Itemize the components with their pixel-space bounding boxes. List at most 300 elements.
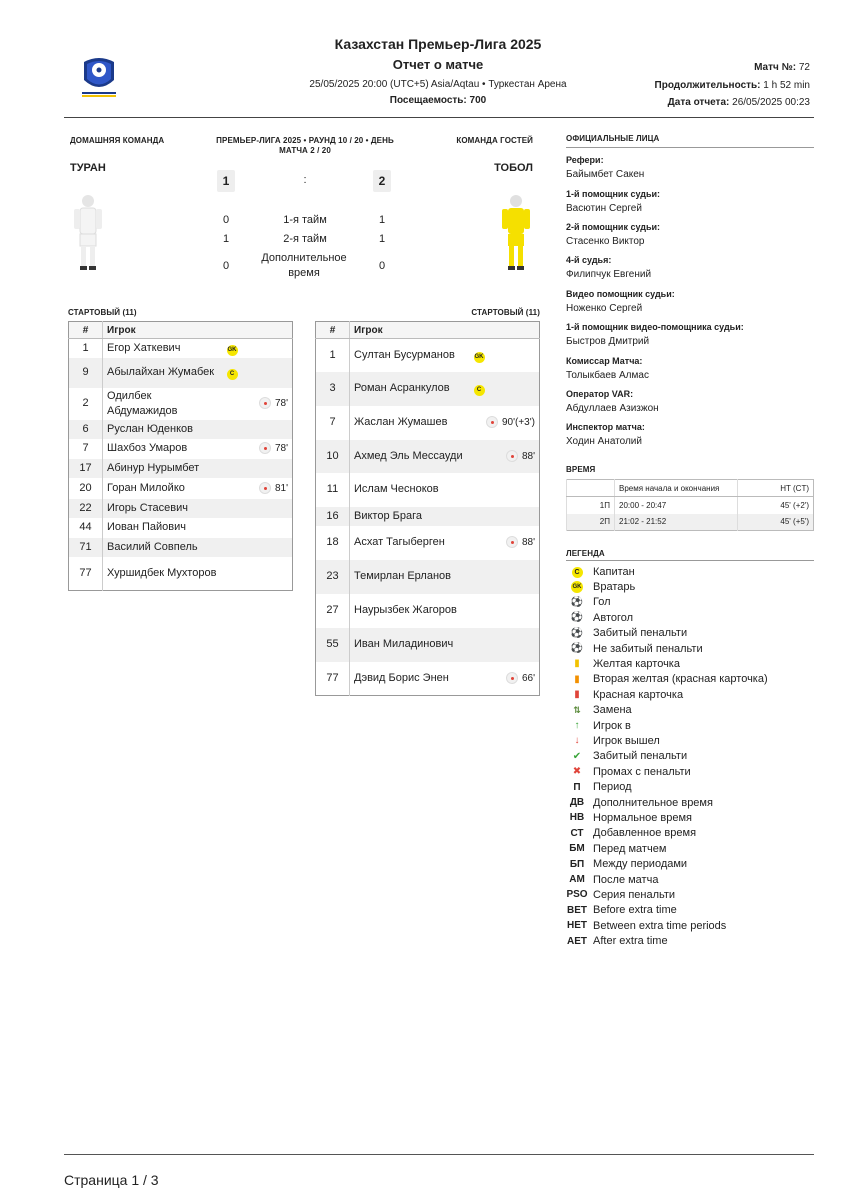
report-title: Отчет о матче (392, 57, 484, 72)
legend-symbol (566, 674, 588, 685)
official-name: Ходин Анатолий (566, 436, 642, 447)
substitution-event (486, 417, 535, 428)
legend-symbol (566, 859, 588, 870)
goalkeeper-icon: GK (227, 345, 238, 356)
times-range: 21:02 - 21:52 (615, 514, 738, 531)
legend-item (566, 795, 713, 810)
period2-home: 1 (222, 233, 230, 245)
player-name-cell (103, 538, 223, 557)
away-caption: КОМАНДА ГОСТЕЙ (456, 136, 533, 145)
player-out-icon (486, 416, 498, 428)
legend-symbol (566, 580, 588, 593)
times-caption: ВРЕМЯ (566, 465, 596, 474)
official-role: Комиссар Матча: (566, 356, 643, 366)
official-role: Рефери: (566, 155, 604, 165)
legend-label: Вторая желтая (красная карточка) (593, 673, 768, 686)
legend-item (566, 626, 687, 641)
player-out-icon (259, 442, 271, 454)
legend-label: Нормальное время (593, 811, 692, 824)
duration (655, 80, 810, 91)
player-event-cell (470, 594, 540, 628)
legend-symbol (566, 597, 588, 608)
player-row (69, 478, 293, 499)
player-number: 18 (316, 526, 350, 560)
player-name: Одилбек Абдумажидов (107, 389, 178, 417)
player-name: Виктор Брага (354, 509, 422, 522)
player-name: Егор Хаткевич (107, 341, 181, 354)
legend-label: Игрок в (593, 719, 631, 732)
times-range: 20:00 - 20:47 (615, 497, 738, 514)
legend-item (566, 564, 635, 579)
player-name-cell (103, 518, 223, 538)
player-event-cell (470, 628, 540, 662)
legend-label: Between extra time periods (593, 919, 727, 932)
player-out-icon: ↓ (574, 735, 580, 747)
player-number: 3 (316, 372, 350, 406)
player-number: 22 (69, 499, 103, 518)
official-role: 1-й помощник судьи: (566, 189, 661, 199)
period1-label: 1-я тайм (283, 214, 327, 226)
player-row (316, 594, 540, 628)
official-name: Быстров Дмитрий (566, 336, 650, 347)
player-number: 77 (316, 662, 350, 696)
yellow-card-icon: ▮ (574, 658, 580, 670)
player-event-cell (223, 499, 293, 518)
player-name: Хуршидбек Мухторов (107, 566, 217, 579)
legend-item (566, 918, 726, 933)
player-event-cell (470, 372, 540, 406)
times-row (567, 497, 814, 514)
player-row (69, 339, 293, 358)
legend-item (566, 826, 696, 841)
away-lineup-caption: СТАРТОВЫЙ (11) (471, 308, 540, 317)
player-number: 17 (69, 459, 103, 478)
report-date (668, 97, 810, 108)
legend-item (566, 718, 631, 733)
player-number: 1 (316, 339, 350, 372)
legend-item (566, 703, 632, 718)
official-name: Ноженко Сергей (566, 303, 643, 314)
player-number: 7 (316, 406, 350, 440)
match-number (754, 62, 810, 73)
legend-label: Перед матчем (593, 842, 667, 855)
legend-symbol (566, 705, 588, 716)
times-col-period (567, 480, 615, 497)
legend-symbol (566, 689, 588, 700)
player-number: 20 (69, 478, 103, 499)
player-name-cell (103, 459, 223, 478)
legend-label: Забитый пенальти (593, 627, 688, 640)
second-yellow-icon: ▮ (574, 673, 580, 685)
legend-caption: ЛЕГЕНДА (566, 549, 605, 558)
substitution-event (506, 673, 535, 684)
player-event-cell (223, 420, 293, 439)
extra-time-home: 0 (222, 260, 230, 272)
legend-label: Автогол (593, 611, 634, 624)
times-col-ht: HT (CT) (738, 480, 814, 497)
player-name: Султан Бусурманов (354, 348, 455, 361)
legend-item (566, 672, 768, 687)
player-row (69, 499, 293, 518)
round-caption: ПРЕМЬЕР-ЛИГА 2025 • РАУНД 10 / 20 • ДЕНЬ МАТЧА 2 / 20 (216, 136, 394, 155)
home-lineup-table (68, 321, 293, 591)
player-name-cell (350, 473, 470, 507)
officials-caption: ОФИЦИАЛЬНЫЕ ЛИЦА (566, 134, 660, 143)
substitution-minute: 78' (274, 443, 288, 454)
legend-item (566, 780, 632, 795)
player-name-cell (103, 358, 223, 388)
player-number: 6 (69, 420, 103, 439)
legend-symbol (566, 566, 588, 578)
legend-symbol (566, 812, 588, 823)
legend-abbreviation: AET (567, 935, 587, 947)
legend-label: Красная карточка (593, 688, 684, 701)
player-row (69, 557, 293, 591)
player-event-cell (223, 358, 293, 388)
player-name-cell (350, 372, 470, 406)
player-number: 27 (316, 594, 350, 628)
times-ht: 45' (+5') (738, 514, 814, 531)
player-name: Игорь Стасевич (107, 501, 189, 514)
score-separator: : (303, 174, 307, 186)
attendance: Посещаемость: 700 (389, 95, 487, 106)
player-event-cell (470, 440, 540, 473)
player-event-cell (470, 560, 540, 594)
player-name-cell (103, 557, 223, 591)
substitution-event (259, 483, 288, 494)
player-name-cell (103, 388, 223, 420)
substitution-event (506, 537, 535, 548)
legend-label: Вратарь (593, 580, 636, 593)
period2-label: 2-я тайм (283, 233, 327, 245)
player-name: Абылайхан Жумабек (107, 366, 215, 378)
legend-item (566, 872, 658, 887)
legend-abbreviation: БМ (569, 843, 585, 855)
home-caption: ДОМАШНЯЯ КОМАНДА (70, 136, 165, 145)
player-row (69, 538, 293, 557)
player-name: Ислам Чесноков (354, 483, 439, 495)
legend-symbol (566, 782, 588, 793)
league-logo (76, 52, 122, 100)
extra-time-label: Дополнительное время (261, 252, 347, 279)
substitution-minute: 88' (521, 450, 535, 462)
player-row (316, 372, 540, 406)
player-name-cell (350, 628, 470, 662)
player-name: Шахбоз Умаров (107, 442, 188, 454)
player-number: 71 (69, 538, 103, 557)
legend-item (566, 764, 691, 779)
player-name: Роман Асранкулов (354, 382, 450, 394)
official-name: Васютин Сергей (566, 203, 642, 214)
official-name: Байымбет Сакен (566, 169, 645, 180)
legend-item (566, 934, 668, 949)
official-name: Филипчук Евгений (566, 269, 652, 280)
duration-label: Продолжительность: (654, 80, 761, 91)
player-row (69, 439, 293, 459)
legend-item (566, 595, 611, 610)
period2-away: 1 (378, 233, 386, 245)
penalty-missed-icon: ⚽ (570, 643, 584, 654)
player-number: 16 (316, 507, 350, 526)
period1-away: 1 (378, 214, 386, 226)
legend-symbol (566, 643, 588, 654)
player-row (316, 473, 540, 507)
legend-abbreviation: ДВ (569, 797, 585, 808)
legend-symbol (566, 843, 588, 854)
player-name: Горан Милойко (107, 481, 185, 494)
away-lineup-table (315, 321, 540, 696)
legend-divider (566, 560, 814, 561)
substitution-event (506, 451, 535, 462)
player-name-cell (350, 507, 470, 526)
official-name: Абдуллаев Азизжон (566, 403, 659, 414)
player-name-cell (350, 662, 470, 696)
player-event-cell (470, 406, 540, 440)
player-number: 23 (316, 560, 350, 594)
player-name-cell (350, 526, 470, 560)
goalkeeper-icon: GK (474, 352, 485, 363)
officials-divider (566, 147, 814, 148)
away-kit-icon (496, 192, 536, 272)
times-period: 1П (567, 497, 615, 514)
player-name-cell (103, 420, 223, 439)
player-name-cell (103, 339, 223, 358)
player-name: Иван Миладинович (354, 638, 454, 650)
extra-time-away: 0 (378, 260, 386, 272)
substitution-event (259, 443, 288, 454)
home-lineup-caption: СТАРТОВЫЙ (11) (68, 308, 137, 317)
own-goal-icon: ⚽ (570, 612, 584, 624)
player-name: Руслан Юденков (107, 422, 194, 435)
player-row (69, 388, 293, 420)
goal-icon: ⚽ (570, 596, 584, 608)
legend-label: Период (593, 781, 632, 794)
player-name-cell (350, 560, 470, 594)
player-name: Дэвид Борис Энен (354, 671, 449, 684)
player-name-cell (350, 406, 470, 440)
legend-symbol (566, 720, 588, 731)
col-player: Игрок (103, 322, 293, 339)
player-name-cell (350, 339, 470, 372)
legend-item (566, 733, 660, 748)
legend-symbol (566, 658, 588, 669)
player-row (316, 440, 540, 473)
substitution-minute: 81' (274, 482, 288, 494)
player-name: Жаслан Жумашев (354, 416, 448, 428)
player-name-cell (103, 478, 223, 499)
player-name: Темирлан Ерланов (354, 570, 451, 582)
player-event-cell (223, 557, 293, 591)
footer-divider (64, 1154, 814, 1155)
legend-abbreviation: СТ (570, 827, 584, 839)
official-role: Оператор VAR: (566, 389, 634, 399)
col-number: # (69, 322, 103, 339)
header-divider (64, 117, 814, 118)
player-name-cell (350, 440, 470, 473)
player-event-cell (470, 339, 540, 372)
home-kit-icon (68, 192, 108, 272)
legend-item (566, 579, 635, 594)
legend-abbreviation: HET (567, 920, 587, 932)
player-number: 10 (316, 440, 350, 473)
player-row (316, 507, 540, 526)
times-row (567, 514, 814, 531)
match-number-label: Матч №: (754, 62, 797, 73)
times-table (566, 479, 814, 531)
legend-label: Капитан (593, 565, 635, 578)
legend-item (566, 641, 703, 656)
player-number: 7 (69, 439, 103, 459)
legend-item (566, 687, 683, 702)
substitution-minute: 66' (521, 672, 535, 684)
home-team-name: ТУРАН (70, 162, 106, 174)
legend-label: После матча (593, 873, 659, 886)
substitution-event (259, 398, 288, 409)
player-name-cell (103, 439, 223, 459)
legend-label: Не забитый пенальти (593, 642, 703, 655)
player-name: Асхат Тагыберген (354, 536, 445, 548)
legend-abbreviation: П (573, 781, 581, 793)
legend-item (566, 810, 692, 825)
player-event-cell (223, 478, 293, 499)
player-event-cell (223, 388, 293, 420)
player-event-cell (470, 526, 540, 560)
official-role: Инспектор матча: (566, 422, 645, 432)
legend-symbol (566, 797, 588, 808)
legend-abbreviation: БП (569, 858, 585, 870)
legend-item (566, 841, 666, 856)
match-number-value: 72 (798, 62, 810, 73)
player-number: 2 (69, 388, 103, 420)
player-row (316, 526, 540, 560)
captain-icon: C (227, 369, 238, 380)
times-col-range: Время начала и окончания (615, 480, 738, 497)
home-score: 1 (217, 170, 235, 192)
player-number: 11 (316, 473, 350, 507)
report-date-value: 26/05/2025 00:23 (732, 97, 810, 108)
player-row (316, 662, 540, 696)
penalty-scored-icon: ⚽ (570, 627, 584, 639)
legend-label: Гол (593, 596, 611, 609)
league-title: Казахстан Премьер-Лига 2025 (334, 36, 542, 52)
player-name: Ахмед Эль Мессауди (354, 449, 463, 462)
player-row (316, 560, 540, 594)
legend-symbol (566, 766, 588, 777)
legend-item (566, 887, 675, 902)
player-event-cell (470, 473, 540, 507)
legend-symbol (566, 612, 588, 623)
player-event-cell (223, 518, 293, 538)
player-out-icon (259, 482, 271, 494)
player-number: 44 (69, 518, 103, 538)
player-row (69, 518, 293, 538)
player-row (316, 339, 540, 372)
player-name: Иован Пайович (107, 521, 186, 533)
player-out-icon (506, 450, 518, 462)
cross-icon: ✖ (572, 766, 582, 778)
legend-symbol (566, 936, 588, 947)
col-number: # (316, 322, 350, 339)
player-name-cell (103, 499, 223, 518)
legend-symbol (566, 735, 588, 746)
player-number: 1 (69, 339, 103, 358)
player-row (69, 420, 293, 439)
substitution-icon: ⇅ (573, 704, 581, 715)
player-name: Наурызбек Жагоров (354, 604, 457, 616)
legend-abbreviation: АМ (569, 874, 585, 885)
substitution-minute: 90'(+3') (501, 417, 535, 428)
duration-value: 1 h 52 min (763, 80, 810, 91)
legend-abbreviation: PSO (566, 889, 588, 901)
legend-abbreviation: BET (567, 904, 587, 916)
player-event-cell (223, 538, 293, 557)
official-role: 1-й помощник видео-помощника судьи: (566, 322, 744, 332)
away-team-name: ТОБОЛ (494, 162, 533, 174)
legend-label: Замена (593, 704, 632, 717)
legend-symbol (566, 751, 588, 762)
red-card-icon: ▮ (574, 689, 580, 701)
player-out-icon (506, 672, 518, 684)
legend-item (566, 656, 680, 671)
away-score: 2 (373, 170, 391, 192)
player-event-cell (223, 339, 293, 358)
substitution-minute: 78' (274, 398, 288, 409)
official-role: 2-й помощник судьи: (566, 222, 661, 232)
legend-symbol (566, 905, 588, 916)
player-row (69, 459, 293, 478)
player-row (69, 358, 293, 388)
goalkeeper-icon: GK (571, 581, 583, 593)
legend-label: Забитый пенальти (593, 750, 688, 763)
legend-item (566, 903, 677, 918)
official-name: Толыкбаев Алмас (566, 370, 649, 381)
official-role: 4-й судья: (566, 255, 612, 265)
player-row (316, 628, 540, 662)
official-name: Стасенко Виктор (566, 236, 645, 247)
player-event-cell (223, 459, 293, 478)
player-number: 77 (69, 557, 103, 591)
player-event-cell (223, 439, 293, 459)
legend-abbreviation: НВ (569, 812, 585, 824)
captain-icon: C (572, 567, 583, 578)
legend-label: After extra time (593, 935, 668, 948)
legend-label: Игрок вышел (593, 734, 660, 747)
datetime-line: 25/05/2025 20:00 (UTC+5) Asia/Aqtau • Туркестан Арена (309, 79, 567, 90)
player-out-icon (259, 397, 271, 409)
legend-label: Серия пенальти (593, 888, 676, 901)
player-out-icon (506, 536, 518, 548)
captain-icon: C (474, 385, 485, 396)
col-player: Игрок (350, 322, 540, 339)
period1-home: 0 (222, 214, 230, 226)
legend-symbol (566, 874, 588, 885)
player-number: 9 (69, 358, 103, 388)
player-event-cell (470, 662, 540, 696)
check-icon: ✔ (572, 750, 582, 762)
substitution-minute: 88' (521, 537, 535, 548)
legend-item (566, 857, 687, 872)
legend-label: Добавленное время (593, 827, 697, 840)
legend-symbol (566, 628, 588, 639)
legend-symbol (566, 889, 588, 900)
player-name: Василий Совпель (107, 540, 198, 553)
player-number: 55 (316, 628, 350, 662)
official-role: Видео помощник судьи: (566, 289, 675, 299)
legend-label: Before extra time (593, 904, 677, 917)
times-ht: 45' (+2') (738, 497, 814, 514)
report-date-label: Дата отчета: (667, 97, 730, 108)
player-event-cell (470, 507, 540, 526)
